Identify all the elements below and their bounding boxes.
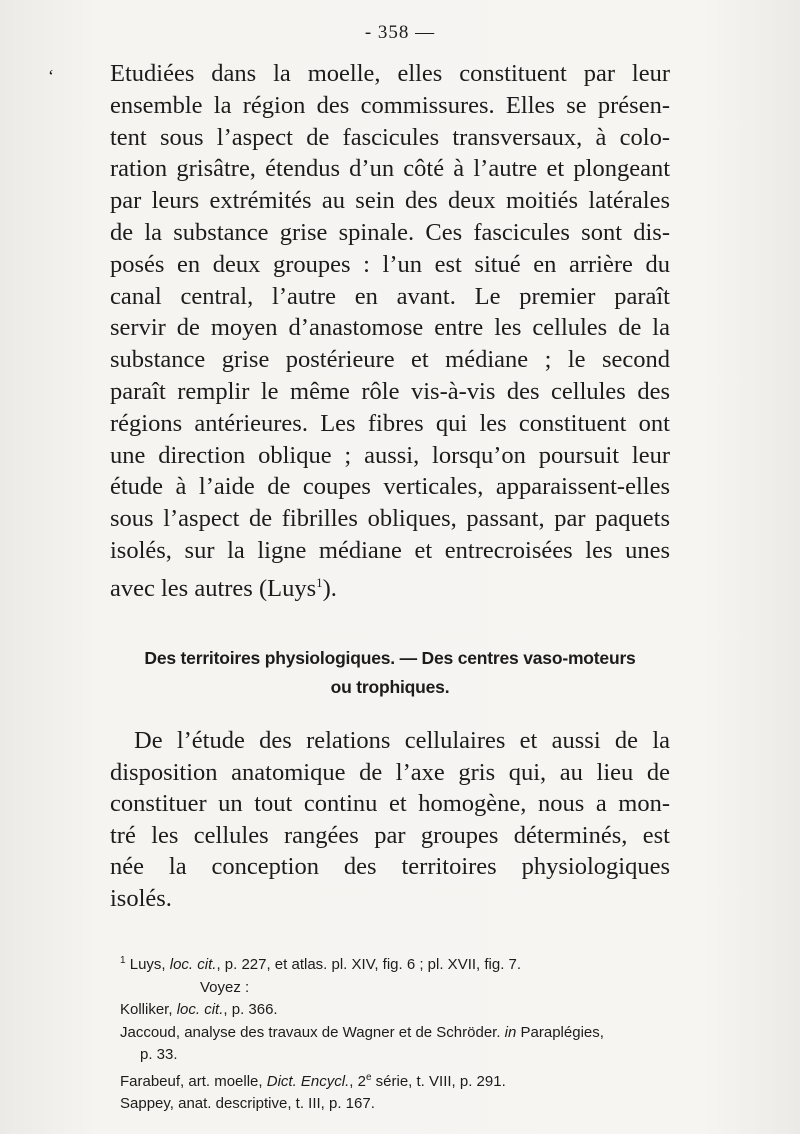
text-fragment: Farabeuf, art. moelle, — [120, 1072, 267, 1090]
text-line: par leurs extrémités au sein des deux moitiés latérales — [110, 187, 670, 215]
text-line: paraît remplir le même rôle vis-à-vis des cellules des — [110, 377, 670, 405]
margin-mark-icon: ʻ — [48, 66, 54, 86]
footnote-jaccoud-page: p. 33. — [140, 1046, 178, 1063]
footnote-luys — [120, 950, 670, 977]
footnote-ref: 1 — [316, 574, 323, 590]
text-fragment: Luys, — [125, 956, 170, 973]
text-fragment: loc. cit. — [176, 1001, 224, 1018]
footnote-number: 1 — [120, 955, 126, 966]
text-fragment: série, t. VIII, p. 291. — [371, 1072, 506, 1090]
text-line: une direction oblique ; aussi, lorsqu’on poursuit leur — [110, 441, 670, 469]
text-fragment: , p. 366. — [223, 1001, 278, 1018]
text-line: sous l’aspect de fibrilles obliques, passant, par paquets — [110, 505, 670, 533]
text-line: de la substance grise spinale. Ces fascicules sont dis- — [110, 218, 670, 246]
text-fragment: , 2 — [349, 1072, 366, 1090]
section-heading — [110, 644, 670, 702]
text-line-last — [110, 567, 670, 605]
text-line: régions antérieures. Les fibres qui les constituent ont — [110, 409, 670, 437]
text-line: canal central, l’autre en avant. Le premier paraît — [110, 282, 670, 310]
text-line: constituer un tout continu et homogène, nous a mon- — [110, 790, 670, 818]
footnote-voyez: Voyez : — [200, 978, 250, 996]
text-line: Etudiées dans la moelle, elles constituent par leur — [110, 60, 670, 87]
text-line: tré les cellules rangées par groupes déterminés, est — [110, 821, 670, 849]
footnote-kolliker — [120, 999, 670, 1022]
text-line: ration grisâtre, étendus d’un côté à l’autre et plongeant — [110, 155, 670, 183]
text-fragment: in — [504, 1023, 517, 1041]
paragraph-commissures — [110, 58, 670, 605]
text-fragment: loc. cit. — [169, 956, 217, 973]
section-heading-line: ou trophiques. — [330, 677, 450, 697]
footnote-jaccoud — [120, 1022, 670, 1045]
text-line: substance grise postérieure et médiane ; le second — [110, 346, 670, 374]
text-fragment: Jaccoud, analyse des travaux de Wagner et de Schröder. — [120, 1023, 505, 1041]
text-line: isolés, sur la ligne médiane et entrecroisées les unes — [110, 536, 670, 564]
text-fragment: Paraplégies, — [516, 1023, 604, 1041]
section-heading-line: Des territoires physiologiques. — Des centres vaso-moteurs — [144, 648, 636, 668]
footnotes — [120, 950, 670, 1116]
page-number: - 358 — — [364, 22, 436, 43]
text-fragment: Kolliker, — [120, 1001, 177, 1018]
text-line-last: isolés. — [110, 884, 172, 912]
text-fragment: ). — [322, 574, 337, 602]
footnote-farabeuf — [120, 1067, 670, 1094]
text-line: De l’étude des relations cellulaires et aussi de la — [134, 727, 670, 754]
text-line: disposition anatomique de l’axe gris qui, au lieu de — [110, 758, 670, 786]
text-fragment: , p. 227, et atlas. pl. XIV, fig. 6 ; pl. XVII, fig. 7. — [216, 956, 522, 973]
footnote-sappey: Sappey, anat. descriptive, t. III, p. 167. — [120, 1095, 375, 1112]
paragraph-territoires — [110, 725, 670, 915]
text-fragment: avec les autres (Luys — [110, 574, 317, 602]
text-line: étude à l’aide de coupes verticales, apparaissent-elles — [110, 473, 670, 501]
text-line: ensemble la région des commissures. Elles se présen- — [110, 91, 670, 119]
text-line: posés en deux groupes : l’un est situé en arrière du — [110, 250, 670, 278]
text-line: servir de moyen d’anastomose entre les cellules de la — [110, 314, 670, 342]
text-fragment: Dict. Encycl. — [266, 1072, 350, 1090]
text-line: tent sous l’aspect de fascicules transversaux, à colo- — [110, 123, 670, 151]
text-line: née la conception des territoires physiologiques — [110, 853, 670, 881]
superscript: e — [365, 1071, 372, 1083]
